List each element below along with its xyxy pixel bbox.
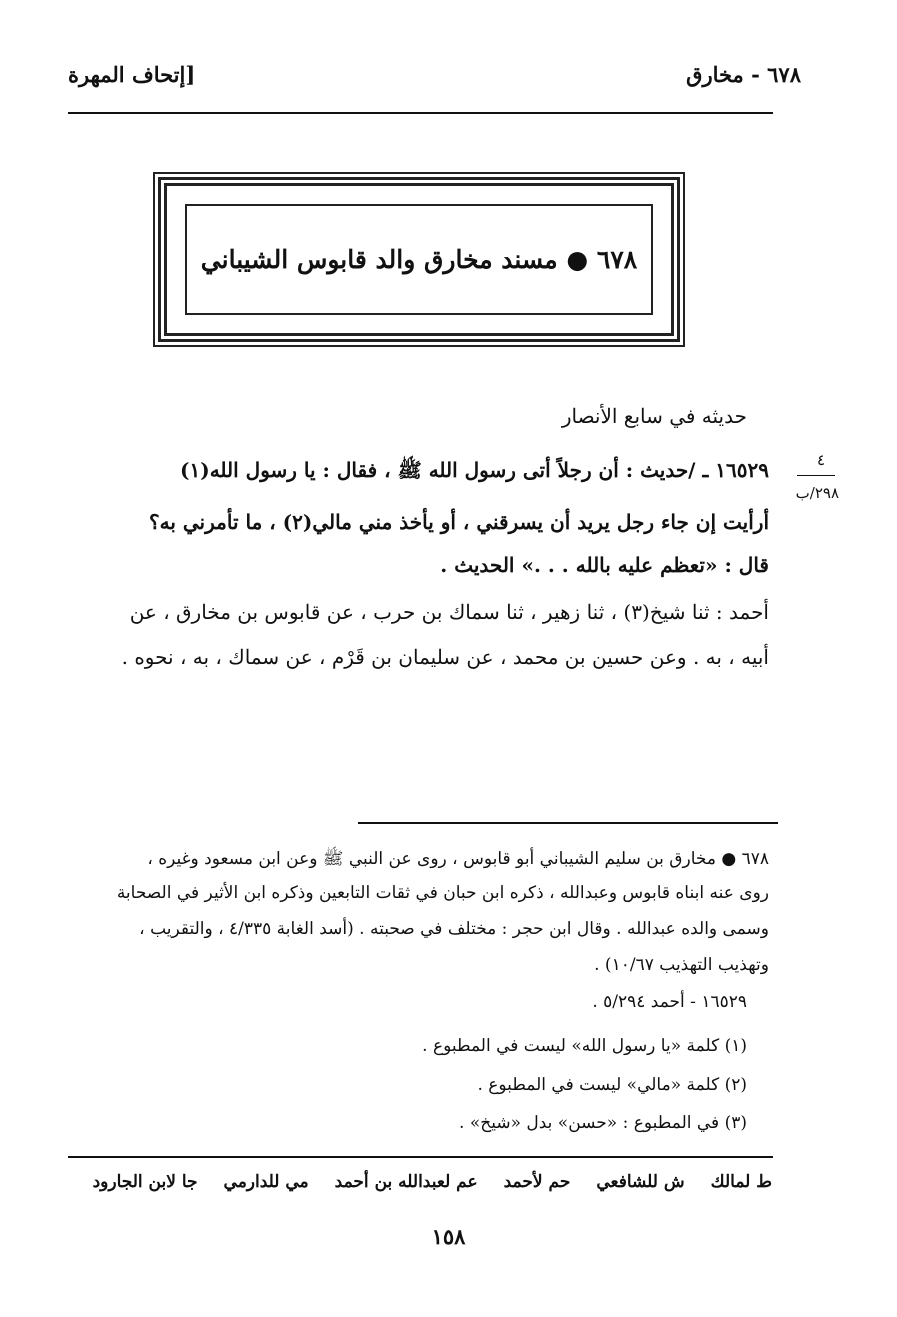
title-inner-box <box>185 204 653 315</box>
abbreviations-legend <box>93 1172 772 1192</box>
hadith-line-2: أرأيت إن جاء رجل يريد أن يسرقني ، أو يأخذ مني مالي(٢) ، ما تأمرني به؟ <box>149 510 769 534</box>
abbreviation-item: ش للشافعي <box>596 1172 685 1192</box>
footnote-line: (٢) كلمة «مالي» ليست في المطبوع . <box>477 1075 747 1095</box>
page-number: ١٥٨ <box>431 1224 466 1249</box>
footnote-divider <box>358 822 778 824</box>
isnad-line-1: أحمد : ثنا شيخ(٣) ، ثنا زهير ، ثنا سماك بن حرب ، عن قابوس بن مخارق ، عن <box>129 600 769 624</box>
hadith-line-1: ١٦٥٢٩ ـ /حديث : أن رجلاً أتى رسول الله ﷺ ، فقال : يا رسول الله(١) <box>180 458 769 482</box>
section-title: ٦٧٨ ● مسند مخارق والد قابوس الشيباني <box>200 245 638 274</box>
abbreviation-item: حم لأحمد <box>503 1172 571 1192</box>
footnote-line: (١) كلمة «يا رسول الله» ليست في المطبوع . <box>422 1036 747 1056</box>
abbreviation-item: ط لمالك <box>710 1172 772 1192</box>
footnote-line: روى عنه ابناه قابوس وعبدالله ، ذكره ابن حبان في ثقات التابعين وذكره ابن الأثير في الصحابة <box>116 883 769 903</box>
footnote-line: وتهذيب التهذيب ١٠/٦٧) . <box>594 955 769 975</box>
section-subheading: حديثه في سابع الأنصار <box>561 404 747 428</box>
abbreviations-divider <box>68 1156 773 1158</box>
footnote-line: (٣) في المطبوع : «حسن» بدل «شيخ» . <box>459 1113 747 1133</box>
header-divider <box>68 112 773 114</box>
abbreviation-item: جا لابن الجارود <box>92 1172 198 1192</box>
abbreviation-item: عم لعبدالله بن أحمد <box>334 1172 478 1192</box>
margin-note-rule <box>797 475 835 476</box>
footnote-line: ١٦٥٢٩ - أحمد ٥/٢٩٤ . <box>592 992 747 1012</box>
hadith-line-3: قال : «تعظم عليه بالله . . .» الحديث . <box>440 553 769 577</box>
footnote-line: وسمى والده عبدالله . وقال ابن حجر : مختلف في صحبته . (أسد الغابة ٤/٣٣٥ ، والتقريب ، <box>139 919 769 939</box>
running-header-left: [إتحاف المهرة <box>68 62 196 87</box>
abbreviation-item: مي للدارمي <box>223 1172 309 1192</box>
running-header-right: ٦٧٨ - مخارق <box>686 62 801 87</box>
title-frame <box>158 177 680 342</box>
footnote-line: ٦٧٨ ● مخارق بن سليم الشيباني أبو قابوس ، روى عن النبي ﷺ وعن ابن مسعود وغيره ، <box>147 849 769 869</box>
margin-note-number: ٤ <box>816 451 825 469</box>
margin-note-ref: ٢٩٨/ب <box>795 484 839 502</box>
isnad-line-2: أبيه ، به . وعن حسين بن محمد ، عن سليمان بن قَرْم ، عن سماك ، به ، نحوه . <box>121 645 769 669</box>
